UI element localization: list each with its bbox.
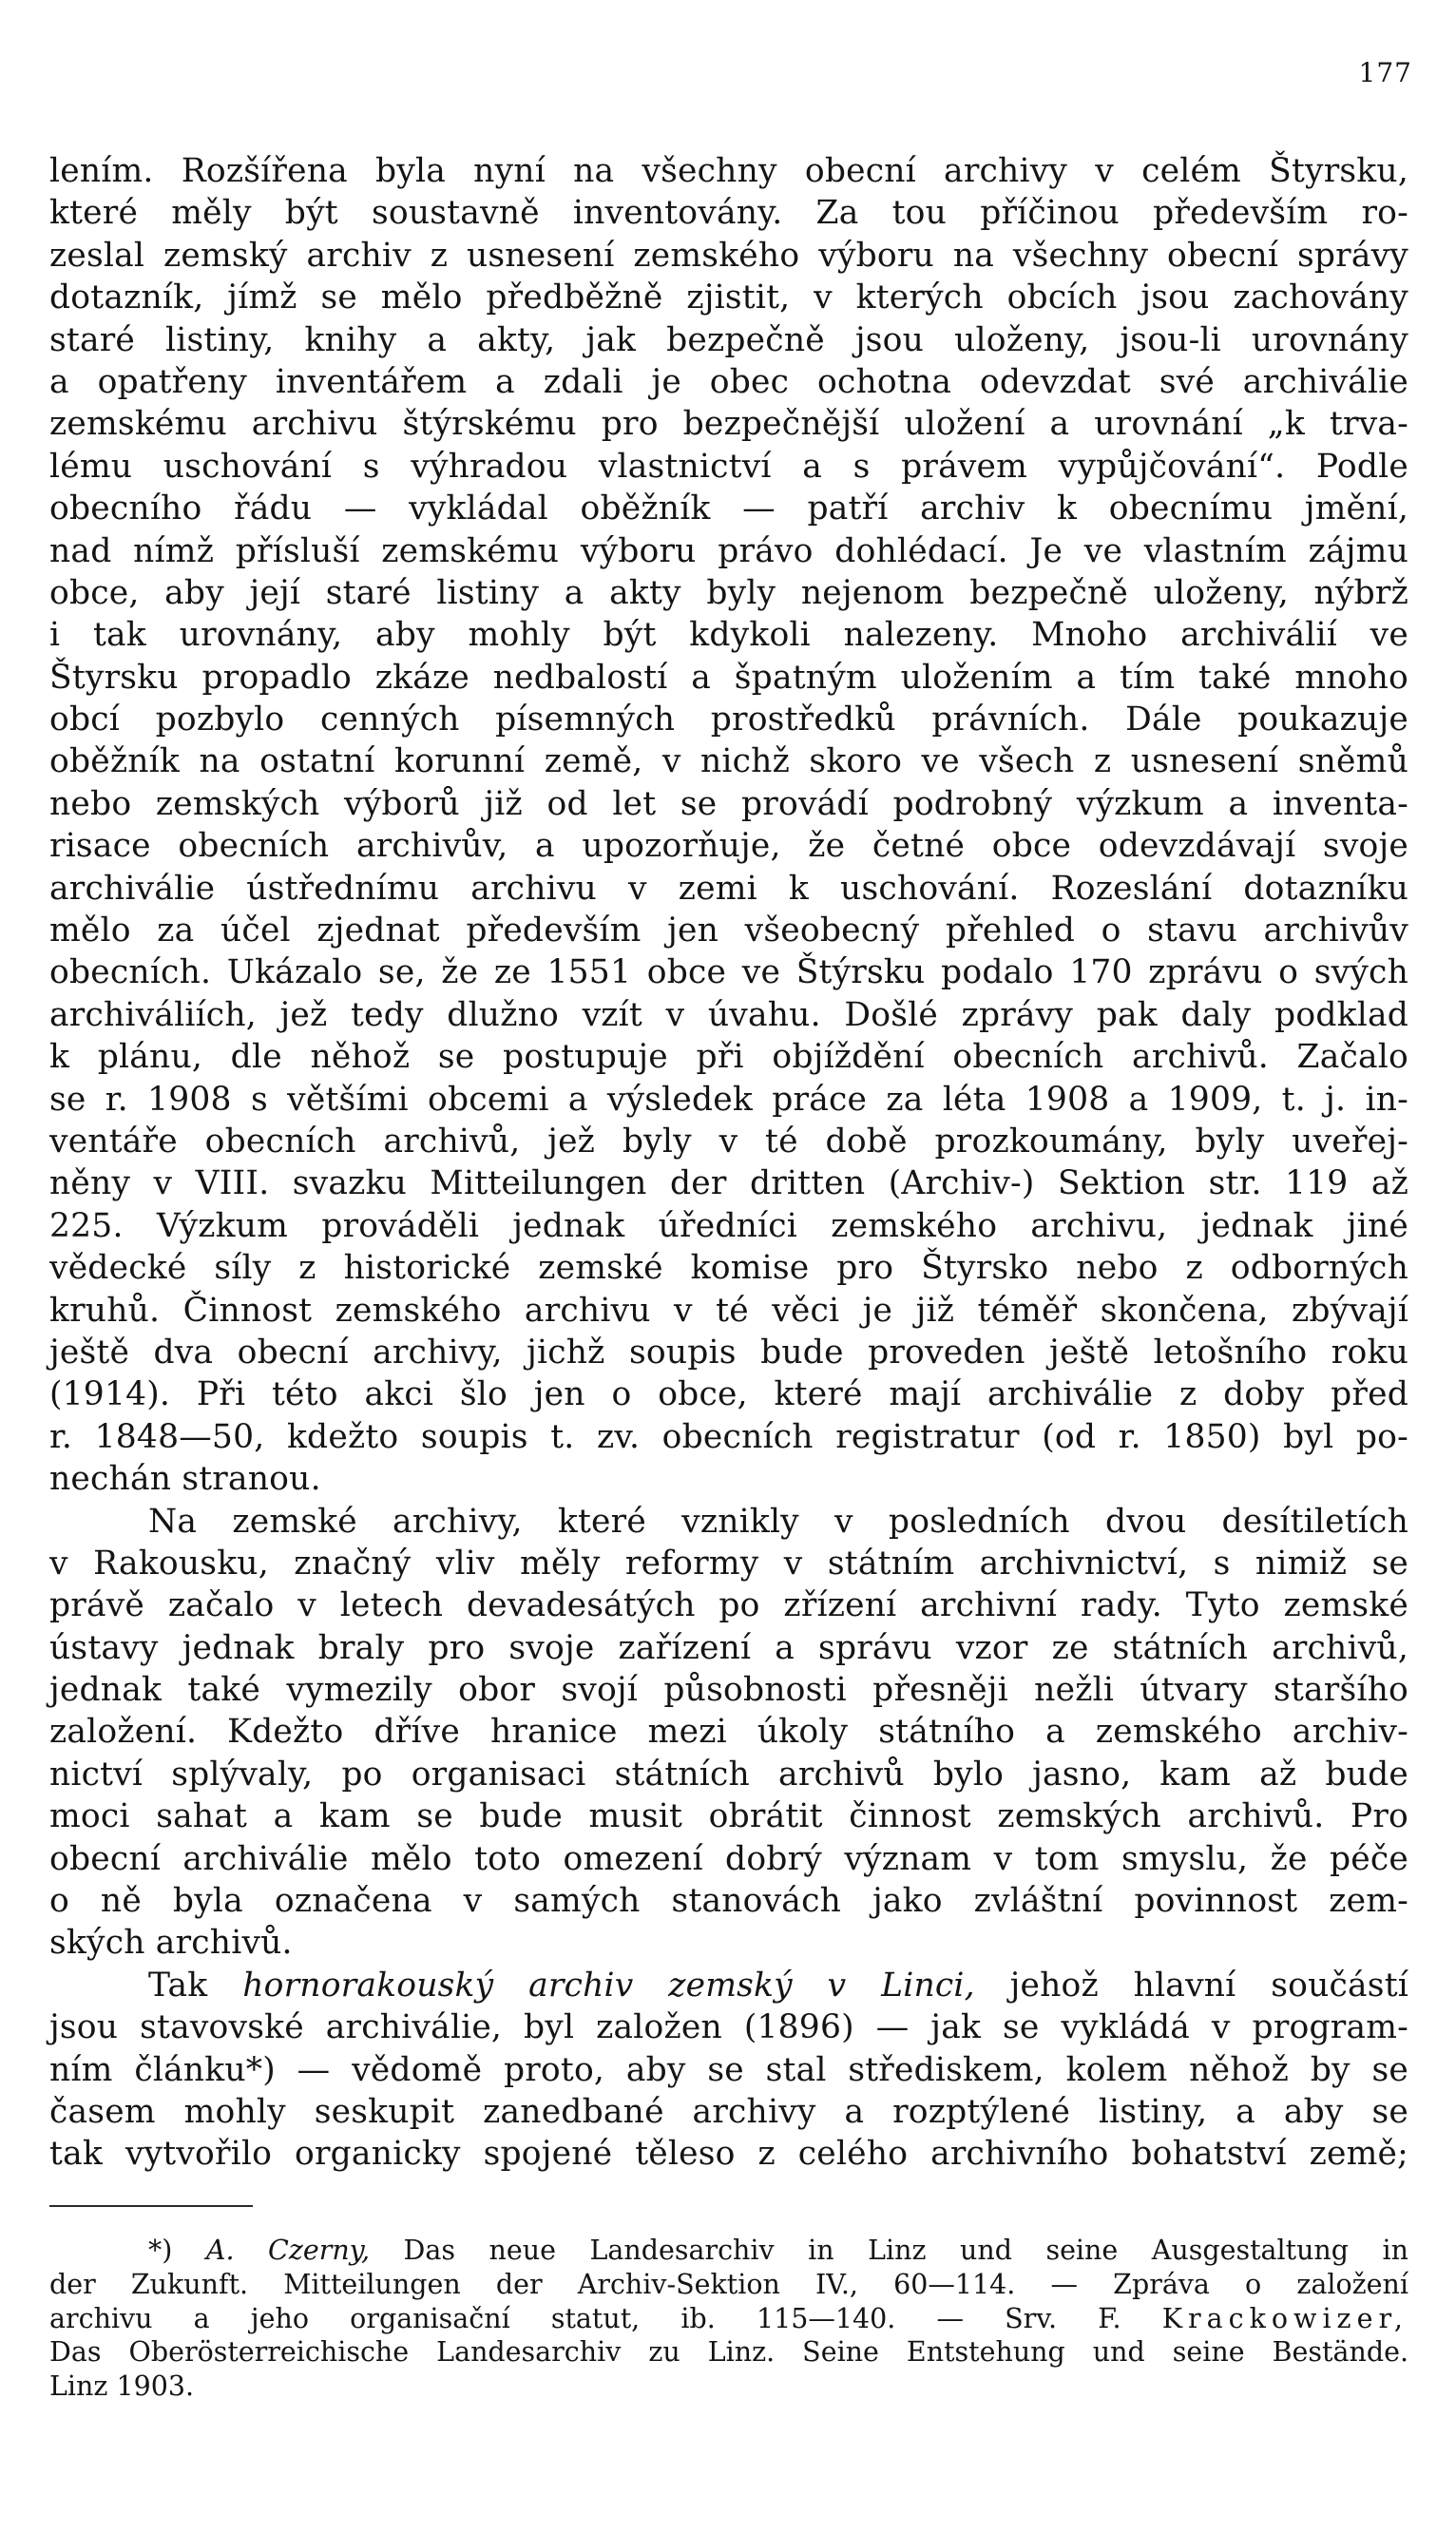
text-line: o ně byla označena v samých stanovách jako zvláštní povinnost zem- [49, 1882, 1408, 1921]
text-run: jehož hlavní součástí [974, 1966, 1408, 2005]
text-run: archivu a jeho organisační statut, ib. 115—140. — Srv. F. [49, 2302, 1162, 2334]
text-line: nechán stranou. [49, 1460, 321, 1499]
italic-archive-name: hornorakouský archiv zemský v Linci, [242, 1966, 975, 2005]
footnote-author: A. Czerny, [205, 2235, 371, 2266]
text-line: mělo za účel zjednat především jen všeobecný přehled o stavu archivův [49, 911, 1408, 950]
footnote-divider [49, 2205, 253, 2207]
paragraph-3 [49, 1965, 1408, 2176]
text-line: obecního řádu — vykládal oběžník — patří archiv k obecnímu jmění, [49, 489, 1408, 528]
text-line: něny v VIII. svazku Mitteilungen der dritten (Archiv-) Sektion str. 119 až [49, 1164, 1408, 1203]
text-line: Štyrsku propadlo zkáze nedbalostí a špatným uložením a tím také mnoho [49, 658, 1408, 697]
text-line: obecní archiválie mělo toto omezení dobrý význam v tom smyslu, že péče [49, 1839, 1408, 1878]
text-line: i tak urovnány, aby mohly být kdykoli nalezeny. Mnoho archiválií ve [49, 616, 1408, 655]
text-line: (1914). Při této akci šlo jen o obce, které mají archiválie z doby před [49, 1375, 1408, 1414]
text-line: a opatřeny inventářem a zdali je obec ochotna odevzdat své archiválie [49, 362, 1408, 401]
text-line: staré listiny, knihy a akty, jak bezpečně jsou uloženy, jsou-li urovnány [49, 320, 1408, 359]
text-line: tak vytvořilo organicky spojené těleso z celého archivního bohatství země; [49, 2135, 1408, 2174]
text-line: které měly být soustavně inventovány. Za tou příčinou především ro- [49, 194, 1408, 233]
paragraph-1 [49, 150, 1408, 1501]
text-line: nad nímž přísluší zemskému výboru právo dohlédací. Je ve vlastním zájmu [49, 531, 1408, 570]
text-line: zeslal zemský archiv z usnesení zemského výboru na všechny obecní správy [49, 236, 1408, 275]
text-line: Na zemské archivy, které vznikly v posledních dvou desítiletích [148, 1502, 1408, 1541]
text-line: oběžník na ostatní korunní země, v nichž skoro ve všech z usnesení sněmů [49, 742, 1408, 781]
page-number: 177 [1358, 57, 1412, 88]
text-line: právě začalo v letech devadesátých po zřízení archivní rady. Tyto zemské [49, 1586, 1408, 1625]
text-line: v Rakousku, značný vliv měly reformy v státním archivnictví, s nimiž se [49, 1544, 1408, 1583]
footnote-line: Linz 1903. [49, 2370, 195, 2403]
text-run: Das neue Landesarchiv in Linz und seine Ausgestaltung in [370, 2235, 1408, 2266]
main-text [49, 150, 1408, 2176]
text-line [49, 1965, 1408, 2006]
footnote-line [49, 2234, 1408, 2268]
text-run: Tak [148, 1966, 243, 2005]
text-line: risace obecních archivův, a upozorňuje, že četné obce odevzdávají svoje [49, 827, 1408, 866]
text-line: se r. 1908 s většími obcemi a výsledek práce za léta 1908 a 1909, t. j. in- [49, 1080, 1408, 1119]
text-line: obce, aby její staré listiny a akty byly nejenom bezpečně uloženy, nýbrž [49, 573, 1408, 612]
footnote-marker: *) [148, 2235, 206, 2266]
footnote-line: der Zukunft. Mitteilungen der Archiv-Sektion IV., 60—114. — Zpráva o založení [49, 2268, 1408, 2300]
text-line: jednak také vymezily obor svojí působnosti přesněji nežli útvary staršího [49, 1671, 1408, 1710]
text-line: obecních. Ukázalo se, že ze 1551 obce ve Štýrsku podalo 170 zprávu o svých [49, 953, 1408, 992]
text-line: ventáře obecních archivů, jež byly v té době prozkoumány, byly uveřej- [49, 1122, 1408, 1161]
spaced-author-name: Krackowizer, [1161, 2302, 1408, 2334]
text-line: 225. Výzkum prováděli jednak úředníci zemského archivu, jednak jiné [49, 1206, 1408, 1245]
text-line: obcí pozbylo cenných písemných prostředků právních. Dále poukazuje [49, 700, 1408, 739]
text-line: kruhů. Činnost zemského archivu v té věci je již téměř skončena, zbývají [49, 1291, 1408, 1330]
text-line: ještě dva obecní archivy, jichž soupis bude proveden ještě letošního roku [49, 1333, 1408, 1372]
text-line: archiváliích, jež tedy dlužno vzít v úvahu. Došlé zprávy pak daly podklad [49, 995, 1408, 1034]
footnote-line: Das Oberösterreichische Landesarchiv zu Linz. Seine Entstehung und seine Bestände. [49, 2336, 1408, 2369]
text-line: založení. Kdežto dříve hranice mezi úkoly státního a zemského archiv- [49, 1713, 1408, 1752]
text-line: dotazník, jímž se mělo předběžně zjistit, v kterých obcích jsou zachovány [49, 278, 1408, 317]
text-line: lením. Rozšířena byla nyní na všechny obecní archivy v celém Štyrsku, [49, 152, 1408, 190]
footnote [49, 2234, 1408, 2404]
text-line: lému uschování s výhradou vlastnictví a s právem vypůjčování“. Podle [49, 447, 1408, 486]
text-line: ústavy jednak braly pro svoje zařízení a správu vzor ze státních archivů, [49, 1628, 1408, 1667]
text-line: nictví splývaly, po organisaci státních archivů bylo jasno, kam až bude [49, 1755, 1408, 1794]
text-line: ním článku*) — vědomě proto, aby se stal střediskem, kolem něhož by se [49, 2050, 1408, 2089]
text-line: časem mohly seskupit zanedbané archivy a rozptýlené listiny, a aby se [49, 2092, 1408, 2131]
text-line: nebo zemských výborů již od let se provádí podrobný výzkum a inventa- [49, 784, 1408, 823]
text-line: zemskému archivu štýrskému pro bezpečnější uložení a urovnání „k trva- [49, 405, 1408, 444]
paragraph-2 [49, 1501, 1408, 1965]
text-line: r. 1848—50, kdežto soupis t. zv. obecních registratur (od r. 1850) byl po- [49, 1417, 1408, 1456]
text-line: moci sahat a kam se bude musit obrátit činnost zemských archivů. Pro [49, 1797, 1408, 1836]
text-line: archiválie ústřednímu archivu v zemi k uschování. Rozeslání dotazníku [49, 869, 1408, 908]
text-line: jsou stavovské archiválie, byl založen (1896) — jak se vykládá v program- [49, 2008, 1408, 2047]
text-line: k plánu, dle něhož se postupuje při objíždění obecních archivů. Začalo [49, 1038, 1408, 1077]
text-line: ských archivů. [49, 1924, 293, 1963]
text-line: vědecké síly z historické zemské komise pro Štyrsko nebo z odborných [49, 1249, 1408, 1288]
footnote-line [49, 2302, 1408, 2336]
